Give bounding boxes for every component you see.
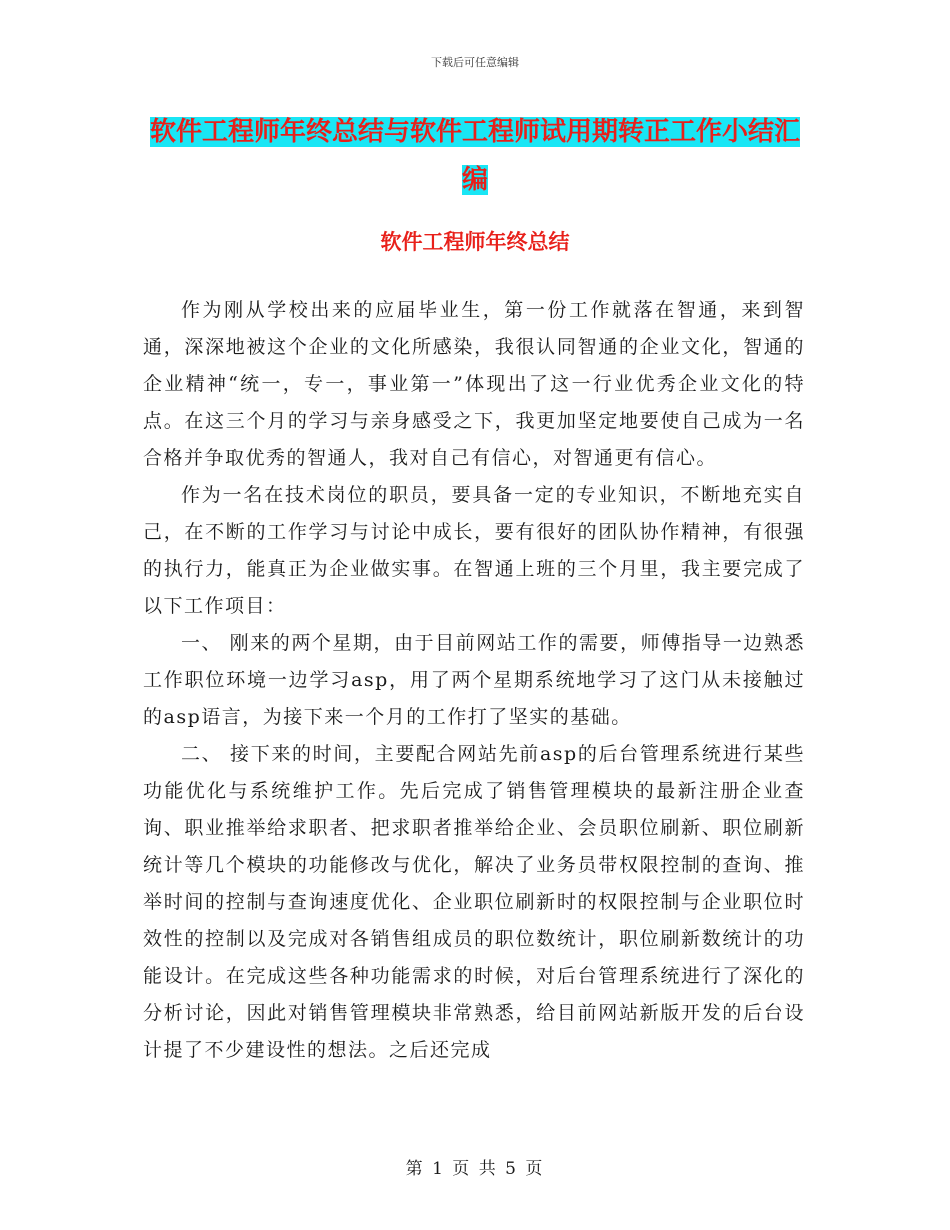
- paragraph: 一、 刚来的两个星期，由于目前网站工作的需要，师傅指导一边熟悉工作职位环境一边学习asp，用了两个星期系统地学习了这门从未接触过的asp语言，为接下来一个月的工作打了坚实的基础。: [143, 632, 805, 728]
- paragraph: 作为一名在技术岗位的职员，要具备一定的专业知识，不断地充实自己，在不断的工作学习与讨论中成长，要有很好的团队协作精神，有很强的执行力，能真正为企业做实事。在智通上班的三个月里，我主要完成了以下工作项目：: [143, 484, 805, 617]
- section-title: 软件工程师年终总结: [380, 230, 570, 254]
- paragraph: 作为刚从学校出来的应届毕业生，第一份工作就落在智通，来到智通，深深地被这个企业的文化所感染，我很认同智通的企业文化，智通的企业精神“统一，专一，事业第一”体现出了这一行业优秀企业文化的特点。在这三个月的学习与亲身感受之下，我更加坚定地要使自己成为一名合格并争取优秀的智通人，我对自己有信心，对智通更有信心。: [143, 299, 805, 469]
- header-note: 下载后可任意编辑: [431, 56, 519, 69]
- page-number-footer: 第 1 页 共 5 页: [405, 1159, 545, 1179]
- document-title-text: 软件工程师年终总结与软件工程师试用期转正工作小结汇编: [150, 117, 801, 195]
- document-body: [143, 292, 805, 1069]
- document-title: [150, 108, 800, 204]
- paragraph: 二、 接下来的时间，主要配合网站先前asp的后台管理系统进行某些功能优化与系统维护工作。先后完成了销售管理模块的最新注册企业查询、职业推举给求职者、把求职者推举给企业、会员职位刷新、职位刷新统计等几个模块的功能修改与优化，解决了业务员带权限控制的查询、推举时间的控制与查询速度优化、企业职位刷新时的权限控制与企业职位时效性的控制以及完成对各销售组成员的职位数统计，职位刷新数统计的功能设计。在完成这些各种功能需求的时候，对后台管理系统进行了深化的分析讨论，因此对销售管理模块非常熟悉，给目前网站新版开发的后台设计提了不少建设性的想法。之后还完成: [143, 743, 805, 1061]
